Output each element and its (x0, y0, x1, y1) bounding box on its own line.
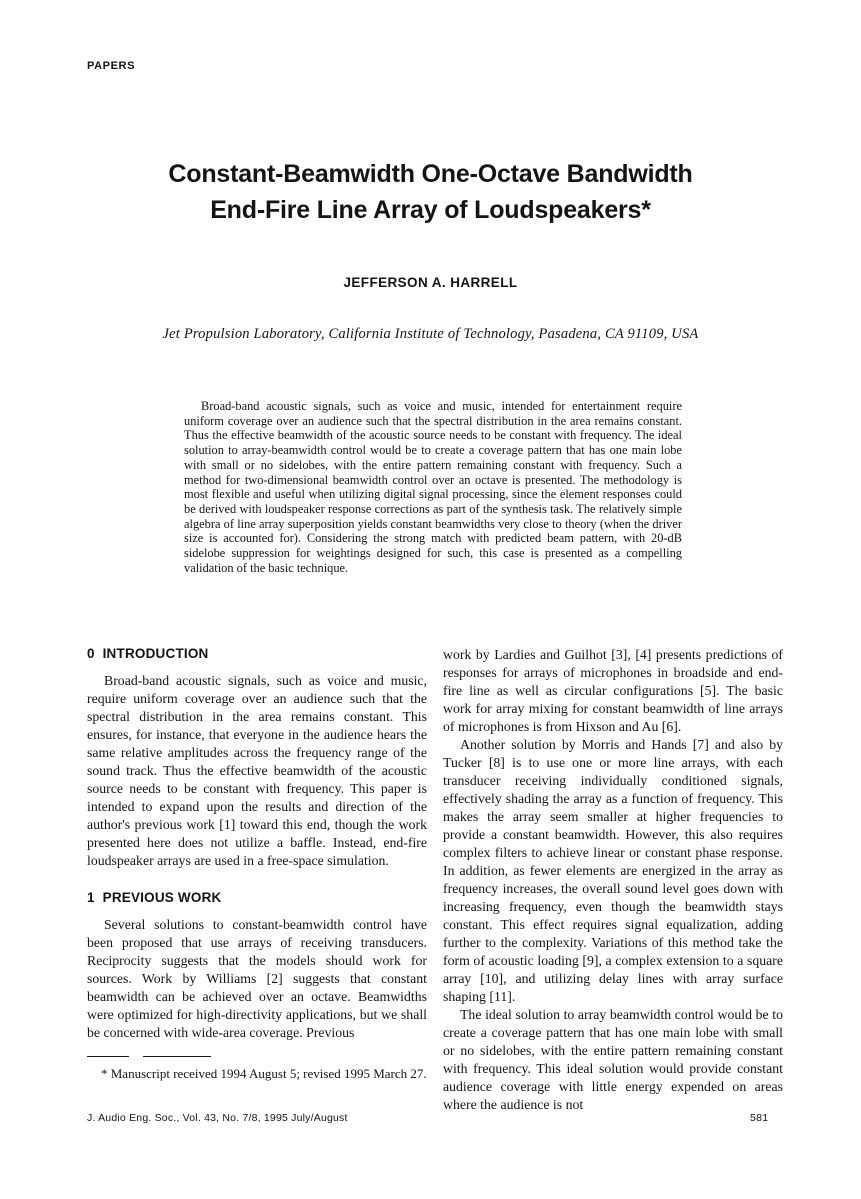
right-column-paragraph-3: The ideal solution to array beamwidth control would be to create a coverage pattern that has one main lobe with small or no sidelobes, with the entire pattern remaining constant with frequency. This ideal solution would provide constant audience coverage with little energy expended on areas where the audience is not (443, 1007, 783, 1112)
left-column (87, 646, 427, 1042)
footnote-divider-segment (87, 1056, 129, 1057)
abstract-text: Broad-band acoustic signals, such as voice and music, intended for entertainment require uniform coverage over an audience such that the spectral distribution in the area remains constant. Thus the effective beamwidth of the acoustic source needs to be constant with frequency. The ideal solution to array-beamwidth control would be to create a coverage pattern that has one main lobe with small or no sidelobes, with the entire pattern remaining constant with frequency. Such a method for two-dimensional beamwidth control over an octave is presented. The methodology is most flexible and useful when utilizing digital signal processing, since the element responses could be derived with loudspeaker response corrections as part of the synthesis task. The relatively simple algebra of line array superposition yields constant beamwidths very close to theory (when the driver size is accounted for). Considering the strong match with predicted beam pattern, with 20-dB sidelobe suppression for weightings designed for such, this case is presented as a compelling validation of the basic technique. (184, 399, 682, 575)
section-heading-previous-work: 1 PREVIOUS WORK (87, 890, 222, 905)
previous-work-paragraph: Several solutions to constant-beamwidth control have been proposed that use arrays of receiving transducers. Reciprocity suggests that the models should work for sources. Work by Williams [2] suggests that constant beamwidth can be achieved over an octave. Beamwidths were optimized for high-directivity applications, but we shall be concerned with wide-area coverage. Previous (87, 917, 427, 1040)
paper-title-line2: End-Fire Line Array of Loudspeakers* (210, 196, 651, 224)
page-number: 581 (750, 1112, 769, 1124)
right-column-paragraph-1: work by Lardies and Guilhot [3], [4] presents predictions of responses for arrays of microphones in broadside and end-fire line as well as circular configurations [5]. The basic work for array mixing for constant beamwidth of line arrays of microphones is from Hixson and Au [6]. (443, 647, 783, 734)
author-affiliation: Jet Propulsion Laboratory, California Institute of Technology, Pasadena, CA 91109, USA (162, 326, 699, 342)
footnote-divider-segment (143, 1056, 211, 1057)
right-column (443, 646, 783, 1114)
footnote-divider (87, 1056, 427, 1064)
footnote-text: * Manuscript received 1994 August 5; revised 1995 March 27. (101, 1066, 427, 1081)
right-column-paragraph-2: Another solution by Morris and Hands [7] and also by Tucker [8] is to use one or more line arrays, with each transducer receiving individually conditioned signals, effectively shading the array as a function of frequency. This makes the array seem smaller at higher frequencies to provide a constant beamwidth. However, this also requires complex filters to achieve linear or constant phase response. In addition, as fewer elements are energized in the array as frequency increases, the overall sound level goes down with increasing frequency, even though the beamwidth stays constant. This effect requires signal equalization, adding further to the complexity. Variations of this method take the form of acoustic loading [9], a complex extension to a square array [10], and utilizing delay lines with array surface shaping [11]. (443, 737, 783, 1004)
paper-title-line1: Constant-Beamwidth One-Octave Bandwidth (168, 160, 693, 188)
author-name: JEFFERSON A. HARRELL (343, 275, 518, 290)
manuscript-footnote (87, 1056, 427, 1083)
introduction-paragraph: Broad-band acoustic signals, such as voice and music, require uniform coverage over an audience such that the spectral distribution in the area remains constant. This ensures, for instance, that everyone in the audience hears the same relative amplitudes across the frequency range of the sound track. Thus the effective beamwidth of the acoustic source needs to be constant with frequency. This paper is intended to expand upon the results and direction of the author's previous work [1] toward this end, though the work presented here does not utilize a baffle. Instead, end-fire loudspeaker arrays are used in a free-space simulation. (87, 673, 427, 868)
page-category-label: PAPERS (87, 60, 136, 72)
journal-citation: J. Audio Eng. Soc., Vol. 43, No. 7/8, 1995 July/August (87, 1112, 348, 1124)
section-heading-introduction: 0 INTRODUCTION (87, 646, 209, 661)
paper-title (0, 156, 861, 228)
